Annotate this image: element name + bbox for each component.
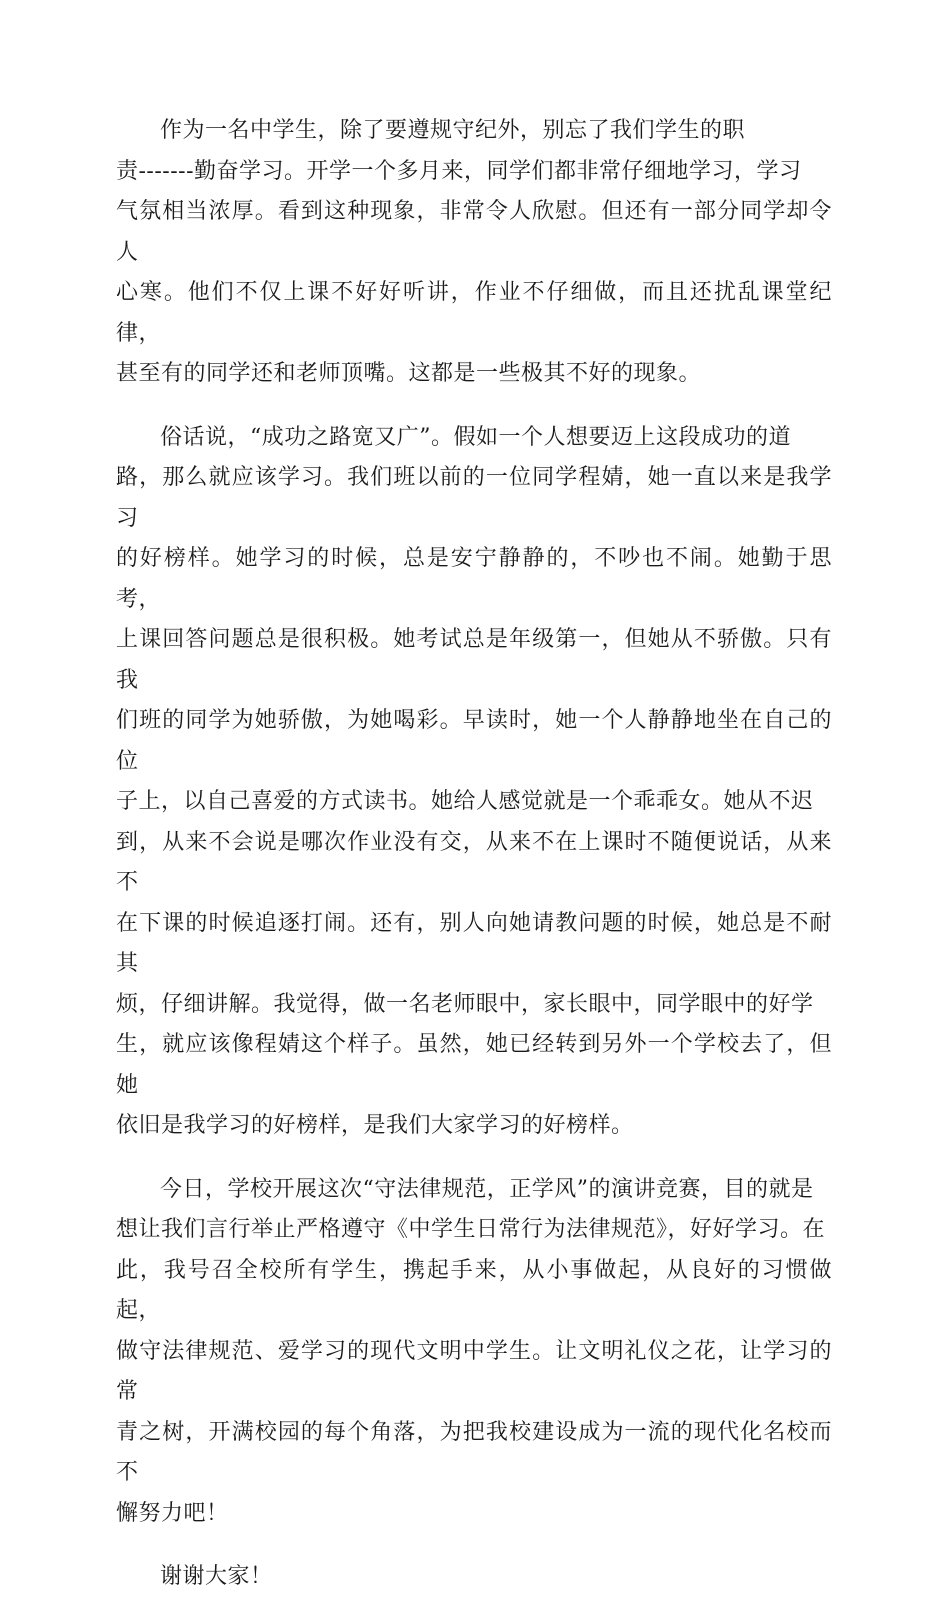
text-line: 责-------勤奋学习。开学一个多月来，同学们都非常仔细地学习，学习 <box>116 158 802 184</box>
text-line: 的好榜样。她学习的时候，总是安宁静静的，不吵也不闹。她勤于思考， <box>116 546 832 612</box>
text-line: 谢谢大家！ <box>160 1564 273 1589</box>
text-line: 做守法律规范、爱学习的现代文明中学生。让文明礼仪之花，让学习的常 <box>116 1338 832 1404</box>
text-line: 作为一名中学生，除了要遵规守纪外，别忘了我们学生的职 <box>160 118 746 143</box>
paragraph-3 <box>116 1170 832 1535</box>
text-line: 气氛相当浓厚。看到这种现象，非常令人欣慰。但还有一部分同学却令人 <box>116 199 832 265</box>
text-line: 子上，以自己喜爱的方式读书。她给人感觉就是一个乖乖女。她从不迟 <box>116 789 814 814</box>
paragraph-closing <box>116 1557 832 1598</box>
text-line: 生，就应该像程婧这个样子。虽然，她已经转到另外一个学校去了，但她 <box>116 1032 832 1098</box>
text-line: 俗话说，“成功之路宽又广”。假如一个人想要迈上这段成功的道 <box>160 424 791 450</box>
text-line: 依旧是我学习的好榜样，是我们大家学习的好榜样。 <box>116 1113 634 1138</box>
text-line: 上课回答问题总是很积极。她考试总是年级第一，但她从不骄傲。只有我 <box>116 627 832 693</box>
text-line: 此，我号召全校所有学生，携起手来，从小事做起，从良好的习惯做起， <box>116 1257 832 1323</box>
text-line: 想让我们言行举止严格遵守《中学生日常行为法律规范》，好好学习。在 <box>116 1217 826 1242</box>
text-line: 烦，仔细讲解。我觉得，做一名老师眼中，家长眼中，同学眼中的好学 <box>116 991 814 1017</box>
text-line: 甚至有的同学还和老师顶嘴。这都是一些极其不好的现象。 <box>116 361 702 386</box>
text-line: 懈努力吧！ <box>116 1500 229 1526</box>
text-line: 在下课的时候追逐打闹。还有，别人向她请教问题的时候，她总是不耐其 <box>116 910 832 976</box>
text-line: 心寒。他们不仅上课不好好听讲，作业不仔细做，而且还扰乱课堂纪律， <box>116 280 832 346</box>
text-line: 今日，学校开展这次“守法律规范，正学风”的演讲竞赛，目的就是 <box>160 1176 814 1202</box>
speech-body <box>116 111 832 1621</box>
text-line: 们班的同学为她骄傲，为她喝彩。早读时，她一个人静静地坐在自己的位 <box>116 708 832 774</box>
text-line: 到，从来不会说是哪次作业没有交，从来不在上课时不随便说话，从来不 <box>116 829 832 895</box>
text-line: 青之树，开满校园的每个角落，为把我校建设成为一流的现代化名校而不 <box>116 1419 832 1485</box>
text-line: 路，那么就应该学习。我们班以前的一位同学程婧，她一直以来是我学习 <box>116 465 832 531</box>
paragraph-1 <box>116 111 832 395</box>
paragraph-2 <box>116 418 832 1147</box>
